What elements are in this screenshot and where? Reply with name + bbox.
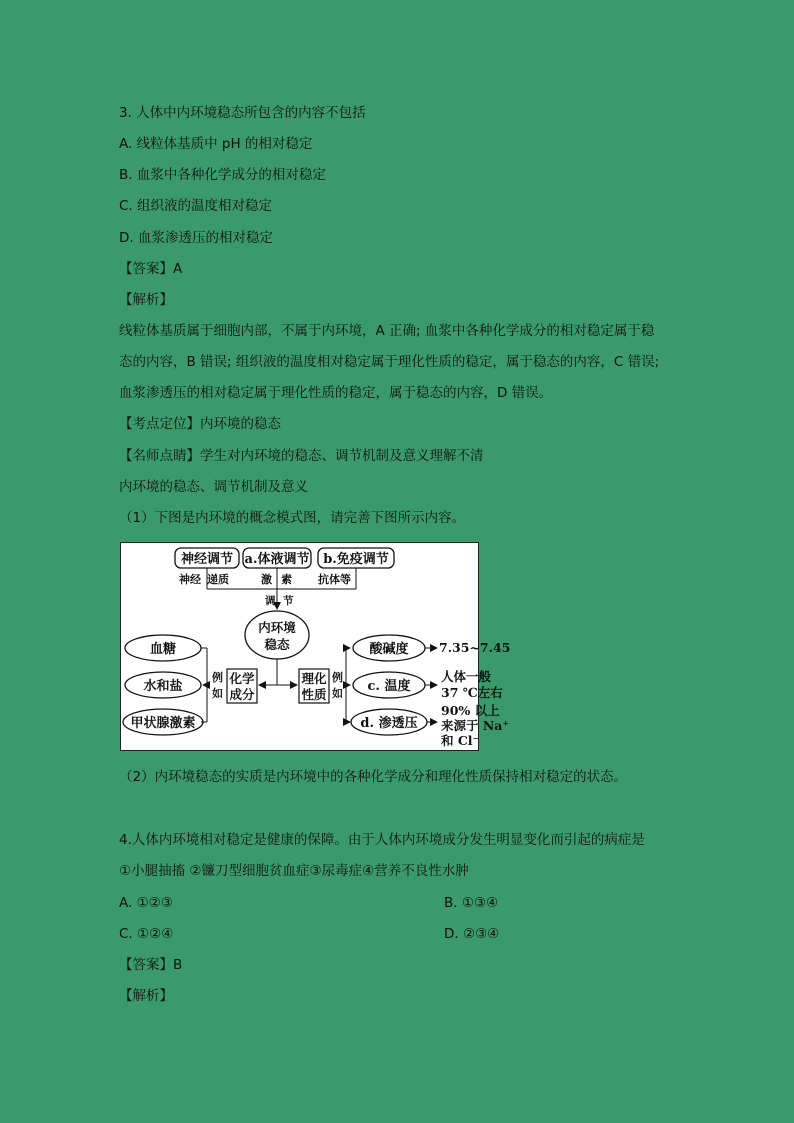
regulate-1: 调 bbox=[265, 595, 276, 607]
sub-kangti: 抗体等 bbox=[318, 573, 351, 586]
box-humoral-label: a.体液调节 bbox=[244, 552, 310, 567]
right-example-1: 例 bbox=[332, 671, 343, 684]
q4-answer: 【答案】B bbox=[119, 957, 183, 973]
value-ph: 7.35~7.45 bbox=[439, 640, 511, 655]
box-neural-label: 神经调节 bbox=[180, 552, 234, 567]
q3-analysis-line-1: 线粒体基质属于细胞内部，不属于内环境，A 正确; 血浆中各种化学成分的相对稳定属于稳 bbox=[119, 323, 655, 339]
q4-option-a: A. ①②③ bbox=[119, 895, 173, 911]
concept-diagram-svg bbox=[121, 543, 511, 752]
q4-option-b: B. ①③④ bbox=[444, 895, 499, 911]
sub-ji: 激 bbox=[261, 573, 272, 586]
q4-stem: 4.人体内环境相对稳定是健康的保障。由于人体内环境成分发生明显变化而引起的病症是 bbox=[119, 832, 645, 848]
value-temp-1: 人体一般 bbox=[441, 669, 492, 684]
q4-items: ①小腿抽搐 ②镰刀型细胞贫血症③尿毒症④营养不良性水肿 bbox=[119, 863, 469, 879]
q4-option-d: D. ②③④ bbox=[444, 926, 500, 942]
sub-su: 素 bbox=[281, 573, 292, 586]
q3-point-2: （2）内环境稳态的实质是内环境中的各种化学成分和理化性质保持相对稳定的状态。 bbox=[119, 769, 628, 785]
value-osm-3: 和 Cl⁻ bbox=[441, 733, 480, 748]
left-item-2: 水和盐 bbox=[143, 679, 183, 694]
chem-label-1: 化学 bbox=[229, 671, 255, 686]
q3-option-a: A. 线粒体基质中 pH 的相对稳定 bbox=[119, 136, 313, 152]
concept-diagram bbox=[120, 542, 511, 751]
left-item-1: 血糖 bbox=[149, 642, 177, 657]
q3-option-c: C. 组织液的温度相对稳定 bbox=[119, 198, 273, 214]
q4-analysis-label: 【解析】 bbox=[119, 988, 173, 1004]
regulate-2: 节 bbox=[283, 595, 294, 607]
q3-option-d: D. 血浆渗透压的相对稳定 bbox=[119, 230, 273, 246]
box-immune-label: b.免疫调节 bbox=[323, 552, 389, 567]
q4-option-c: C. ①②④ bbox=[119, 926, 174, 942]
q3-analysis-line-3: 血浆渗透压的相对稳定属于理化性质的稳定，属于稳态的内容，D 错误。 bbox=[119, 385, 553, 401]
right-item-1: 酸碱度 bbox=[369, 642, 409, 657]
left-example-2: 如 bbox=[212, 687, 223, 700]
center-label-2: 稳态 bbox=[264, 637, 290, 652]
right-item-2: c. 温度 bbox=[367, 679, 411, 694]
left-item-3: 甲状腺激素 bbox=[130, 716, 196, 731]
center-label-1: 内环境 bbox=[258, 620, 296, 635]
value-osm-1: 90% 以上 bbox=[441, 703, 500, 718]
q3-point-1: （1）下图是内环境的概念模式图，请完善下图所示内容。 bbox=[119, 510, 466, 526]
value-osm-2: 来源于 Na⁺ bbox=[441, 718, 509, 733]
chem-label-2: 成分 bbox=[229, 687, 255, 702]
left-example-1: 例 bbox=[212, 671, 223, 684]
sub-shenjing: 神经 bbox=[179, 573, 201, 586]
right-item-3: d. 渗透压 bbox=[360, 716, 418, 731]
phys-label-2: 性质 bbox=[301, 687, 327, 702]
q3-analysis-label: 【解析】 bbox=[119, 292, 173, 308]
q3-option-b: B. 血浆中各种化学成分的相对稳定 bbox=[119, 167, 326, 183]
q3-answer: 【答案】A bbox=[119, 261, 183, 277]
phys-label-1: 理化 bbox=[301, 671, 327, 686]
q3-mingshi: 【名师点睛】学生对内环境的稳态、调节机制及意义理解不清 bbox=[119, 448, 484, 464]
q3-kaodian: 【考点定位】内环境的稳态 bbox=[119, 416, 281, 432]
q3-analysis-line-2: 态的内容，B 错误; 组织液的温度相对稳定属于理化性质的稳定，属于稳态的内容，C 错误; bbox=[119, 354, 660, 370]
sub-dizhi: 递质 bbox=[207, 573, 229, 586]
q3-topic: 内环境的稳态、调节机制及意义 bbox=[119, 479, 308, 495]
right-example-2: 如 bbox=[332, 687, 343, 700]
q3-stem: 3. 人体中内环境稳态所包含的内容不包括 bbox=[119, 105, 366, 121]
value-temp-2: 37 ℃左右 bbox=[441, 685, 503, 700]
